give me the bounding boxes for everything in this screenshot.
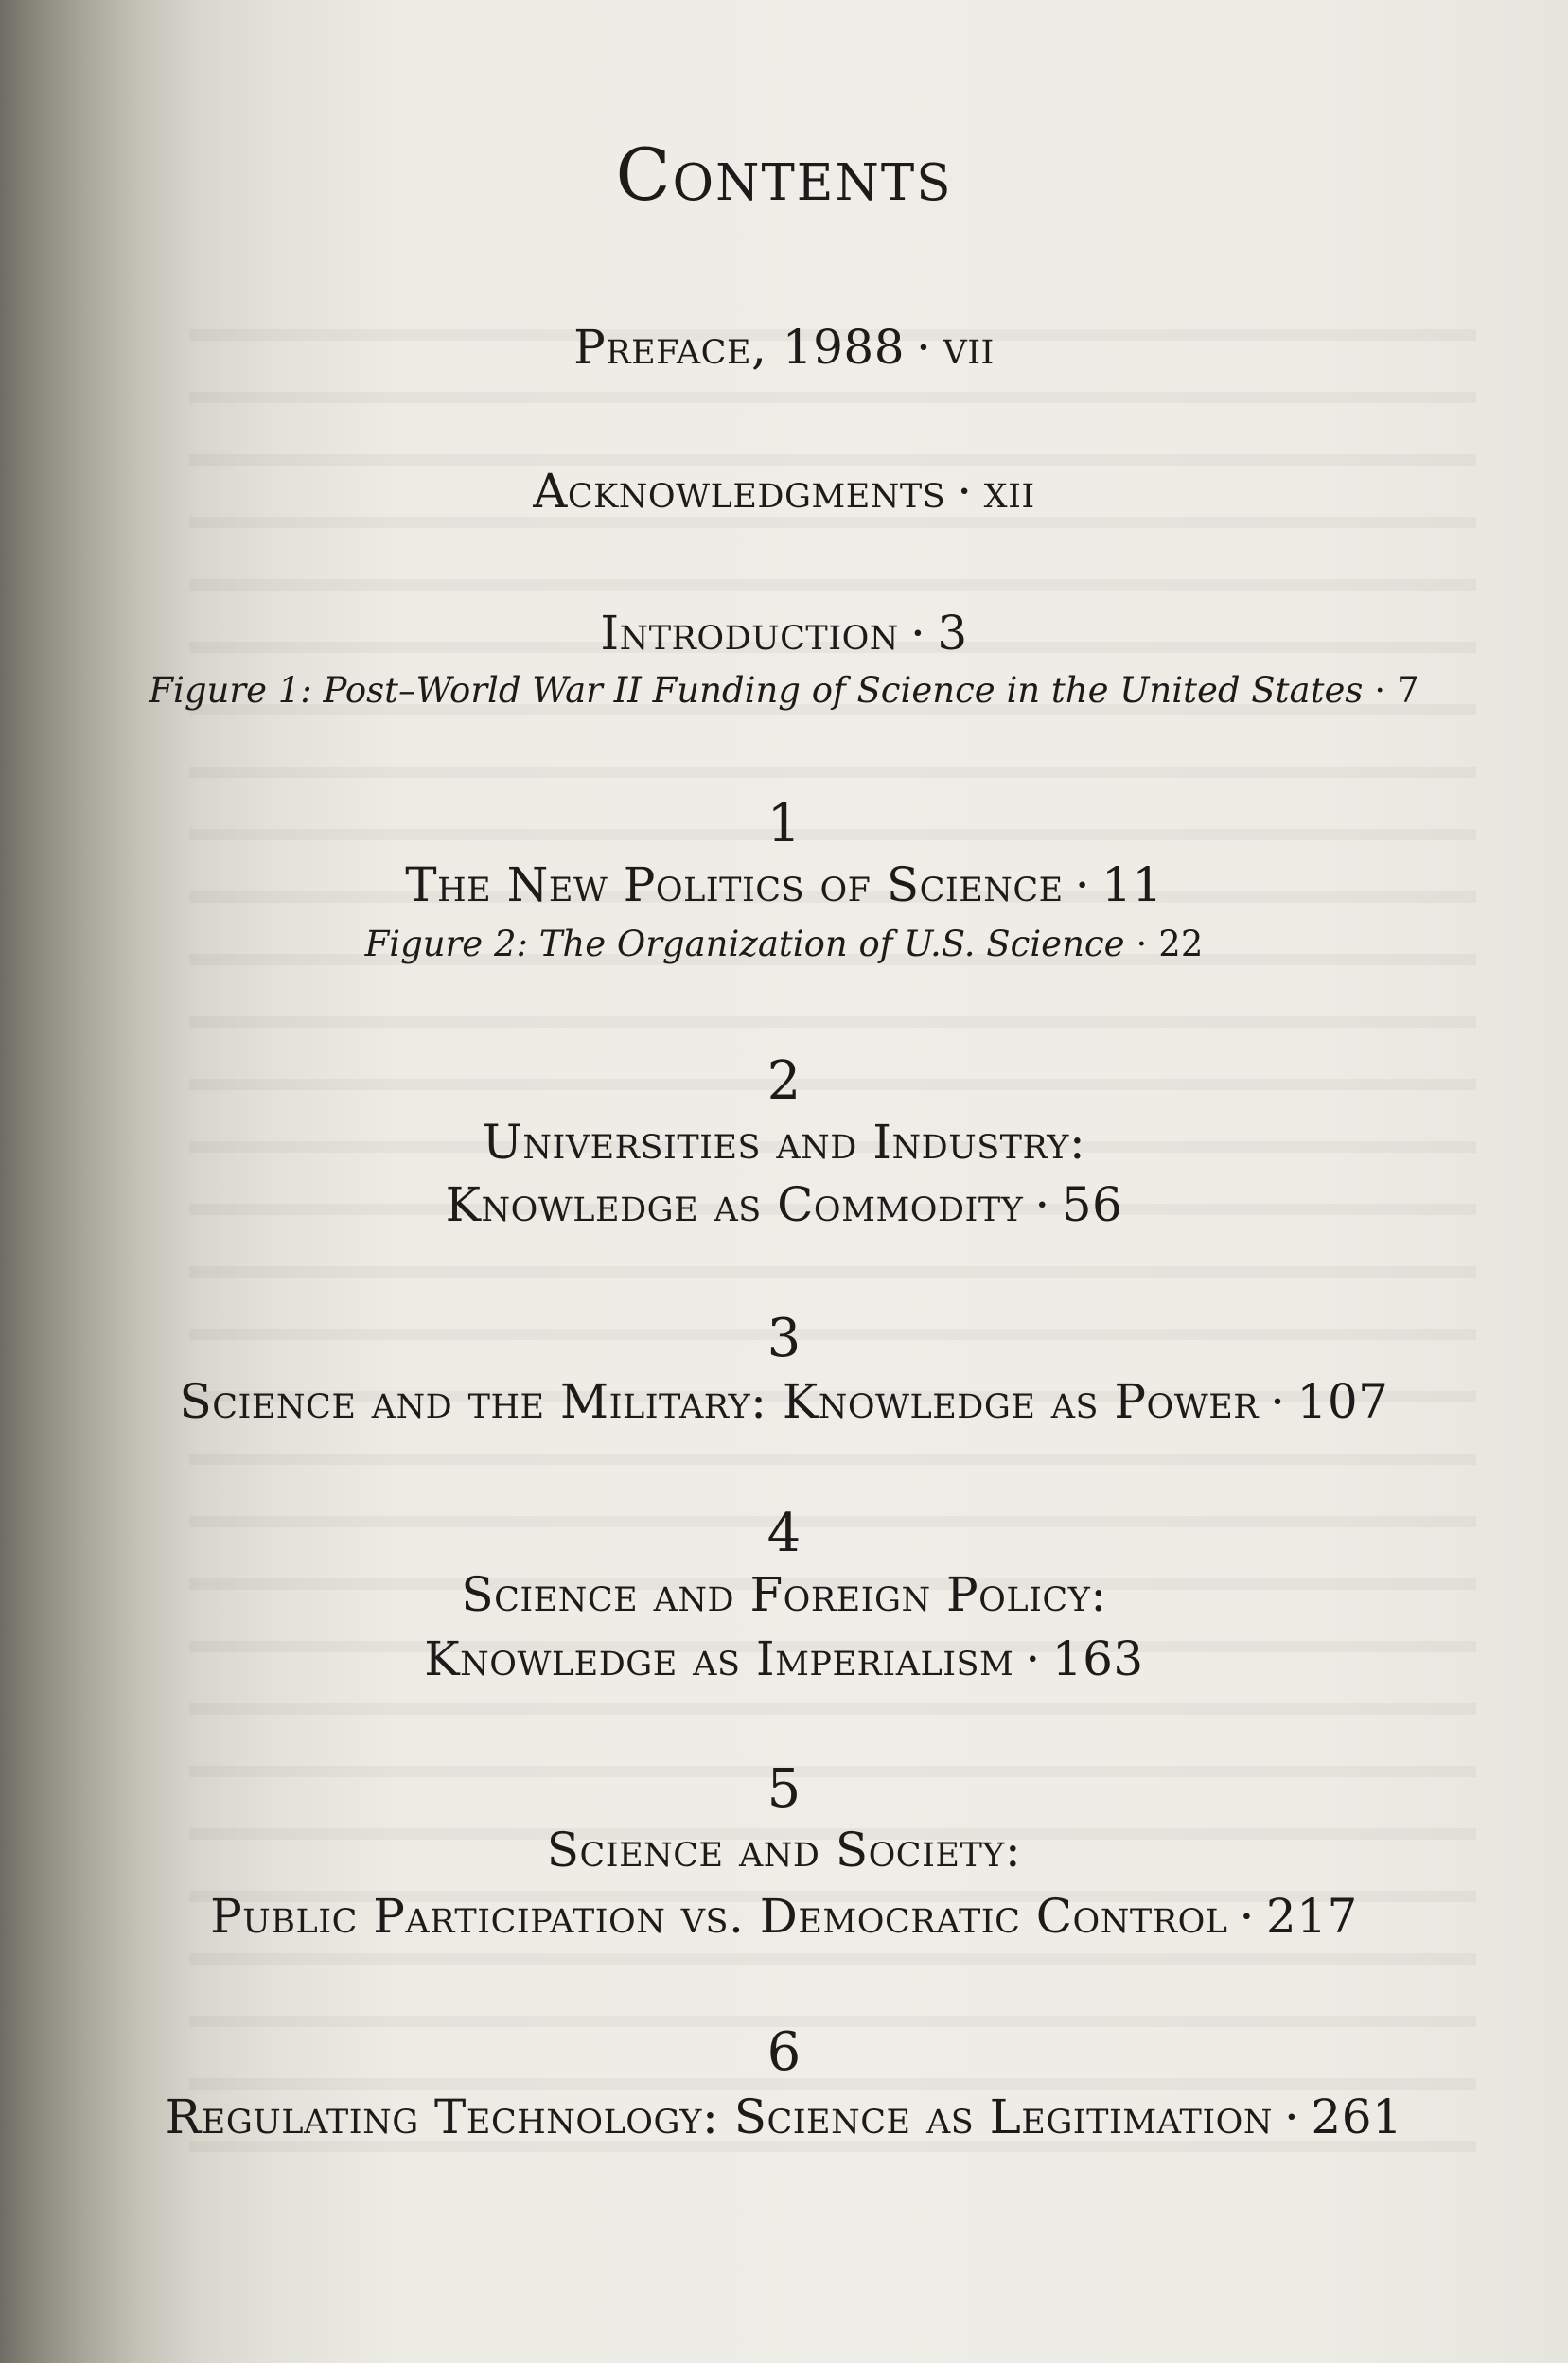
- toc-entry-chapter-3[interactable]: [0, 1374, 1568, 1429]
- toc-entry-chapter-4-line-1[interactable]: Science and Foreign Policy:: [461, 1567, 1107, 1622]
- entry-page: vii: [943, 320, 995, 375]
- toc-entry-chapter-4-line-2[interactable]: [0, 1631, 1568, 1686]
- chapter-number-2: 2: [766, 1050, 802, 1112]
- separator-dot: ·: [1284, 2090, 1300, 2144]
- toc-entry-chapter-6[interactable]: [0, 2090, 1568, 2144]
- entry-page: 217: [1265, 1889, 1358, 1944]
- entry-page: xii: [983, 464, 1035, 519]
- entry-title: Figure 1: Post–World War II Funding of Science in the United States: [149, 670, 1364, 711]
- separator-dot: ·: [1136, 924, 1148, 964]
- page-title: Contents: [615, 132, 953, 217]
- toc-entry-chapter-5-line-1[interactable]: Science and Society:: [546, 1823, 1022, 1878]
- entry-title: Public Participation vs. Democratic Control: [210, 1889, 1228, 1944]
- toc-entry-chapter-5-line-2[interactable]: [0, 1889, 1568, 1944]
- entry-page: 7: [1397, 670, 1419, 711]
- entry-title: Knowledge as Commodity: [445, 1177, 1024, 1232]
- entry-page: 107: [1296, 1374, 1389, 1429]
- entry-page: 22: [1158, 924, 1204, 964]
- separator-dot: ·: [1074, 857, 1091, 912]
- entry-page: 11: [1101, 857, 1163, 912]
- chapter-number-1: 1: [766, 793, 802, 855]
- toc-entry-figure-1[interactable]: [0, 670, 1568, 711]
- chapter-number-3: 3: [766, 1308, 802, 1369]
- chapter-number-6: 6: [766, 2021, 802, 2083]
- chapter-number-5: 5: [766, 1758, 802, 1820]
- entry-title: Science and the Military: Knowledge as Power: [179, 1374, 1260, 1429]
- separator-dot: ·: [1239, 1889, 1255, 1944]
- separator-dot: ·: [916, 320, 932, 375]
- separator-dot: ·: [957, 464, 973, 519]
- separator-dot: ·: [1025, 1631, 1041, 1686]
- entry-page: 163: [1051, 1631, 1144, 1686]
- toc-entry-chapter-1[interactable]: [0, 857, 1568, 912]
- toc-entry-figure-2[interactable]: [0, 924, 1568, 964]
- entry-title: Introduction: [600, 606, 899, 661]
- toc-entry-chapter-2-line-1[interactable]: Universities and Industry:: [482, 1115, 1086, 1170]
- separator-dot: ·: [1374, 670, 1386, 711]
- separator-dot: ·: [1034, 1177, 1050, 1232]
- entry-page: 3: [937, 606, 968, 661]
- entry-title: Regulating Technology: Science as Legitimation: [165, 2090, 1273, 2144]
- entry-title: Knowledge as Imperialism: [424, 1631, 1014, 1686]
- toc-entry-introduction[interactable]: [0, 606, 1568, 661]
- entry-title: The New Politics of Science: [405, 857, 1064, 912]
- toc-entry-preface[interactable]: [0, 320, 1568, 375]
- entry-page: 261: [1311, 2090, 1403, 2144]
- toc-entry-chapter-2-line-2[interactable]: [0, 1177, 1568, 1232]
- chapter-number-4: 4: [766, 1503, 802, 1564]
- entry-page: 56: [1061, 1177, 1123, 1232]
- separator-dot: ·: [1270, 1374, 1286, 1429]
- entry-title: Acknowledgments: [533, 464, 946, 519]
- entry-title: Figure 2: The Organization of U.S. Science: [364, 924, 1125, 964]
- separator-dot: ·: [909, 606, 926, 661]
- entry-title: Preface, 1988: [573, 320, 906, 375]
- toc-entry-acknowledgments[interactable]: [0, 464, 1568, 519]
